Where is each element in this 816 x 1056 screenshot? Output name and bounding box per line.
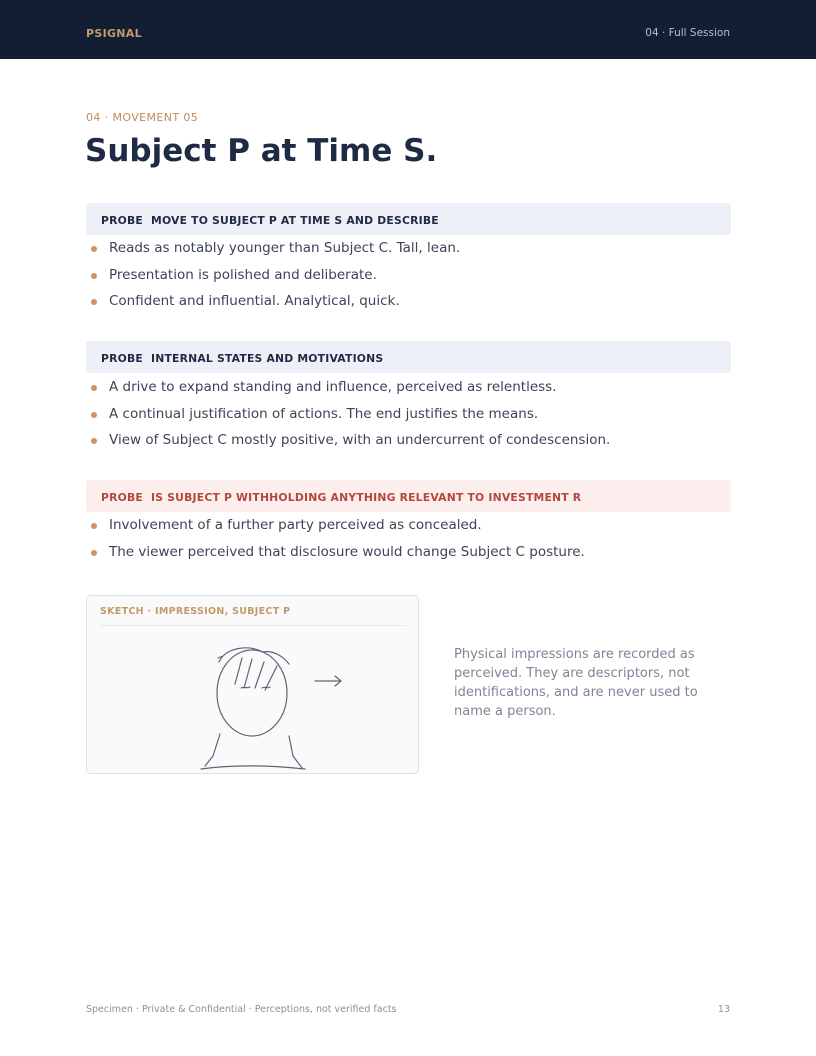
bullet-list-withholding	[86, 517, 731, 570]
list-item	[86, 240, 731, 267]
list-item-text: A continual justification of actions. The end justifies the means.	[109, 405, 539, 422]
top-bar	[0, 0, 816, 59]
sketch-card	[86, 595, 419, 774]
list-item	[86, 379, 731, 406]
sketch-base-line	[201, 766, 305, 769]
list-item	[86, 293, 731, 320]
bullet-dot	[91, 299, 97, 305]
bullet-dot	[91, 412, 97, 418]
bullet-dot	[91, 438, 97, 444]
probe-question: IS SUBJECT P WITHHOLDING ANYTHING RELEVANT TO INVESTMENT R	[151, 491, 582, 504]
bullet-list-describe	[86, 240, 731, 320]
probe-text	[101, 214, 439, 227]
bullet-dot	[91, 246, 97, 252]
list-item	[86, 267, 731, 294]
list-item-text: A drive to expand standing and influence, perceived as relentless.	[109, 379, 557, 395]
list-item-text: View of Subject C mostly positive, with an undercurrent of condescension.	[109, 432, 611, 448]
probe-header-withholding	[86, 480, 731, 512]
brand-logo-text: PSIGNAL	[86, 27, 142, 40]
list-item-text: The viewer perceived that disclosure would change Subject C posture.	[109, 543, 585, 560]
bullet-dot	[91, 523, 97, 529]
sketch-shoulder-right	[289, 736, 302, 768]
probe-text	[101, 491, 581, 504]
movement-eyebrow: 04 · MOVEMENT 05	[86, 111, 199, 124]
list-item	[86, 544, 731, 571]
sketch-head	[217, 650, 287, 736]
sketch-label: SKETCH · IMPRESSION, SUBJECT P	[100, 606, 291, 617]
sketch-drawing	[87, 596, 420, 775]
bullet-dot	[91, 550, 97, 556]
probe-header-internal-states	[86, 341, 731, 373]
sketch-shoulder-left	[205, 734, 220, 766]
list-item	[86, 517, 731, 544]
list-item	[86, 432, 731, 459]
probe-question: INTERNAL STATES AND MOTIVATIONS	[151, 352, 384, 365]
probe-tag: PROBE	[101, 214, 144, 227]
list-item	[86, 406, 731, 433]
bullet-dot	[91, 385, 97, 391]
probe-tag: PROBE	[101, 352, 144, 365]
section-label: 04 · Full Session	[645, 27, 730, 39]
probe-header-describe	[86, 203, 731, 235]
page-title: Subject P at Time S.	[85, 133, 438, 169]
list-item-text: Reads as notably younger than Subject C. Tall, lean.	[109, 240, 461, 256]
page-number: 13	[717, 1004, 730, 1015]
list-item-text: Presentation is polished and deliberate.	[109, 266, 377, 283]
probe-tag: PROBE	[101, 491, 144, 504]
probe-text	[101, 352, 383, 365]
probe-question: MOVE TO SUBJECT P AT TIME S AND DESCRIBE	[151, 214, 439, 227]
bullet-list-internal-states	[86, 379, 731, 459]
bullet-dot	[91, 273, 97, 279]
footer-disclaimer: Specimen · Private & Confidential · Perceptions, not verified facts	[86, 1004, 397, 1015]
sketch-note: Physical impressions are recorded as perceived. They are descriptors, not identifications, and are never used to name a person.	[454, 647, 698, 719]
list-item-text: Involvement of a further party perceived as concealed.	[109, 517, 482, 533]
list-item-text: Confident and influential. Analytical, quick.	[109, 293, 400, 309]
